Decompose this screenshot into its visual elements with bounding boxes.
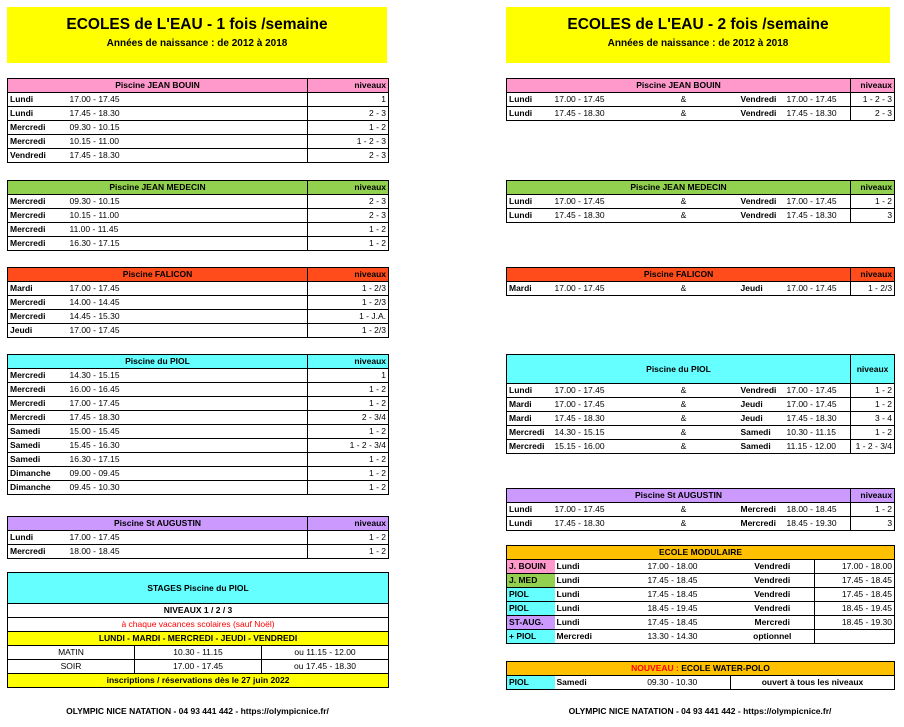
time2: 17.45 - 18.45 [815,588,895,602]
ampersand: & [629,282,739,296]
level: 1 - 2 - 3 [851,93,895,107]
day2: Mercredi [739,503,785,517]
ampersand: & [629,107,739,121]
day2: Samedi [739,426,785,440]
right-jean-medecin-table [506,180,895,223]
right-falicon-table [506,267,895,296]
ampersand: & [629,503,739,517]
day: Mercredi [8,237,68,251]
level: 1 - 2 [851,384,895,398]
time: 11.00 - 11.45 [68,223,308,237]
modulaire-title: ECOLE MODULAIRE [507,546,895,560]
time: 14.45 - 15.30 [68,310,308,324]
day2: Vendredi [739,107,785,121]
level: 2 - 3 [308,149,389,163]
day1: Lundi [555,602,615,616]
day: Mercredi [8,411,68,425]
time1: 17.45 - 18.30 [553,107,629,121]
time: 16.30 - 17.15 [68,237,308,251]
ampersand: & [629,440,739,454]
level: 1 - 2/3 [851,282,895,296]
level: 3 [851,517,895,531]
niveaux-header: niveaux [308,355,389,369]
day: Dimanche [8,467,68,481]
niveaux-header: niveaux [851,268,895,282]
time1: 17.00 - 17.45 [553,93,629,107]
left-falicon-table [7,267,389,338]
day1: Lundi [507,195,553,209]
day2: Samedi [739,440,785,454]
pool: PIOL [507,588,555,602]
time1: 17.00 - 17.45 [553,398,629,412]
ampersand: & [629,517,739,531]
time2: 17.45 - 18.30 [785,209,851,223]
right-piol-table [506,354,895,454]
right-header [506,7,890,63]
level: 1 - 2 [308,453,389,467]
level: 1 - 2 - 3/4 [308,439,389,453]
level: 1 - J.A. [308,310,389,324]
level: 1 - 2 - 3/4 [851,440,895,454]
level: 1 - 2 [851,426,895,440]
time: 15.00 - 15.45 [68,425,308,439]
stages-matin-time2: ou 11.15 - 12.00 [262,646,389,660]
day2: Vendredi [731,588,815,602]
day2: Vendredi [739,195,785,209]
time: 17.00 - 17.45 [68,397,308,411]
ampersand: & [629,412,739,426]
level: 1 - 2 - 3 [308,135,389,149]
time: 09.00 - 09.45 [68,467,308,481]
day: Samedi [555,676,615,690]
time1: 13.30 - 14.30 [615,630,731,644]
left-header [7,7,387,63]
time2 [815,630,895,644]
level: 2 - 3 [308,107,389,121]
time: 10.15 - 11.00 [68,135,308,149]
right-st-augustin-table [506,488,895,531]
pool-title: Piscine JEAN BOUIN [507,79,851,93]
day: Samedi [8,439,68,453]
pool: + PIOL [507,630,555,644]
level: 1 - 2 [308,237,389,251]
day1: Lundi [555,616,615,630]
level: 1 - 2 [308,467,389,481]
day1: Mardi [507,398,553,412]
day: Mercredi [8,545,68,559]
day: Mercredi [8,209,68,223]
time1: 17.00 - 17.45 [553,384,629,398]
time: 15.45 - 16.30 [68,439,308,453]
day2: Vendredi [731,574,815,588]
stages-vacances: à chaque vacances scolaires (sauf Noël) [8,618,389,632]
day: Lundi [8,531,68,545]
day: Samedi [8,453,68,467]
pool-title: Piscine FALICON [507,268,851,282]
stages-days: LUNDI - MARDI - MERCREDI - JEUDI - VENDREDI [8,632,389,646]
day: Dimanche [8,481,68,495]
day: Mercredi [8,369,68,383]
modulaire-table [506,545,895,644]
time: 18.00 - 18.45 [68,545,308,559]
left-footer: OLYMPIC NICE NATATION - 04 93 441 442 - https://olympicnice.fr/ [66,706,329,716]
pool-title: Piscine JEAN BOUIN [8,79,308,93]
day1: Lundi [507,209,553,223]
time1: 17.00 - 17.45 [553,195,629,209]
pool-title: Piscine JEAN MEDECIN [8,181,308,195]
pool-title: Piscine St AUGUSTIN [507,489,851,503]
left-subtitle: Années de naissance : de 2012 à 2018 [106,38,288,49]
stages-matin-time1: 10.30 - 11.15 [135,646,262,660]
level: 1 - 2 [308,531,389,545]
stages-niveaux: NIVEAUX 1 / 2 / 3 [8,604,389,618]
day: Lundi [8,107,68,121]
pool-title: Piscine FALICON [8,268,308,282]
level: 1 - 2 [851,398,895,412]
level: 1 - 2 [851,195,895,209]
level: 2 - 3/4 [308,411,389,425]
time: 09.30 - 10.15 [68,195,308,209]
day: Mercredi [8,397,68,411]
time2: 17.00 - 17.45 [785,398,851,412]
niveaux-header: niveaux [851,181,895,195]
time1: 17.45 - 18.30 [553,209,629,223]
level: 3 [851,209,895,223]
right-jean-bouin-table [506,78,895,121]
day: Mercredi [8,223,68,237]
time: 10.15 - 11.00 [68,209,308,223]
time: 17.45 - 18.30 [68,149,308,163]
day: Mardi [8,282,68,296]
level: 2 - 3 [308,195,389,209]
day: Vendredi [8,149,68,163]
level: 1 - 2 [851,503,895,517]
day: Lundi [8,93,68,107]
day1: Lundi [555,574,615,588]
day: Mercredi [8,383,68,397]
time2: 17.00 - 17.45 [785,282,851,296]
day2: Mercredi [731,616,815,630]
day: Samedi [8,425,68,439]
level: 1 - 2/3 [308,282,389,296]
stages-soir-label: SOIR [8,660,135,674]
time1: 17.45 - 18.45 [615,574,731,588]
day2: Jeudi [739,398,785,412]
stages-title: STAGES Piscine du PIOL [8,573,389,604]
ampersand: & [629,195,739,209]
niveaux-header: niveaux [308,79,389,93]
right-footer: OLYMPIC NICE NATATION - 04 93 441 442 - https://olympicnice.fr/ [568,706,832,716]
level: 1 - 2 [308,383,389,397]
time2: 17.00 - 17.45 [785,384,851,398]
time2: 17.00 - 17.45 [785,195,851,209]
day1: Lundi [555,560,615,574]
pool-title: Piscine du PIOL [507,355,851,384]
level: 1 - 2 [308,481,389,495]
time1: 17.45 - 18.30 [553,517,629,531]
ampersand: & [629,426,739,440]
stages-inscriptions: inscriptions / réservations dès le 27 juin 2022 [8,674,389,688]
level: 1 - 2 [308,545,389,559]
stages-matin-label: MATIN [8,646,135,660]
time: 09.30 - 10.30 [615,676,731,690]
time: 17.00 - 17.45 [68,531,308,545]
left-piol-table [7,354,389,495]
time2: 17.45 - 18.30 [785,107,851,121]
ampersand: & [629,384,739,398]
day1: Mercredi [507,426,553,440]
time: 16.00 - 16.45 [68,383,308,397]
level: 1 [308,93,389,107]
pool: J. BOUIN [507,560,555,574]
right-subtitle: Années de naissance : de 2012 à 2018 [607,38,789,49]
pool: J. MED [507,574,555,588]
level: 1 - 2 [308,223,389,237]
time2: 10.30 - 11.15 [785,426,851,440]
day2: Vendredi [739,209,785,223]
level: 1 - 2/3 [308,296,389,310]
time2: 17.45 - 18.45 [815,574,895,588]
day1: Mercredi [555,630,615,644]
niveaux-header: niveaux [308,268,389,282]
stages-soir-time2: ou 17.45 - 18.30 [262,660,389,674]
ampersand: & [629,93,739,107]
level: 2 - 3 [308,209,389,223]
day1: Lundi [507,384,553,398]
day2: Vendredi [731,560,815,574]
time2: 17.00 - 18.00 [815,560,895,574]
time1: 17.00 - 17.45 [553,282,629,296]
level: 1 - 2 [308,425,389,439]
stages-soir-time1: 17.00 - 17.45 [135,660,262,674]
water-polo-new-label: NOUVEAU : [631,663,682,673]
time1: 17.00 - 17.45 [553,503,629,517]
pool-title: Piscine St AUGUSTIN [8,517,308,531]
stages-table [7,572,389,688]
level: 1 - 2/3 [308,324,389,338]
day2: Vendredi [739,93,785,107]
time1: 17.45 - 18.45 [615,616,731,630]
day: Mercredi [8,121,68,135]
time: 17.45 - 18.30 [68,107,308,121]
level: 1 - 2 [308,121,389,135]
time: 09.30 - 10.15 [68,121,308,135]
time: 17.45 - 18.30 [68,411,308,425]
day2: optionnel [731,630,815,644]
time1: 14.30 - 15.15 [553,426,629,440]
time1: 17.00 - 18.00 [615,560,731,574]
water-polo-title [507,662,895,676]
left-st-augustin-table [7,516,389,559]
pool: PIOL [507,676,555,690]
day: Jeudi [8,324,68,338]
ampersand: & [629,398,739,412]
pool-title: Piscine JEAN MEDECIN [507,181,851,195]
time: 16.30 - 17.15 [68,453,308,467]
day1: Lundi [507,503,553,517]
pool: PIOL [507,602,555,616]
day: Mercredi [8,195,68,209]
time1: 17.45 - 18.45 [615,588,731,602]
right-title: ECOLES de L'EAU - 2 fois /semaine [567,16,829,33]
niveaux-header: niveaux [851,489,895,503]
time: 14.00 - 14.45 [68,296,308,310]
pool-title: Piscine du PIOL [8,355,308,369]
day: Mercredi [8,135,68,149]
time1: 17.45 - 18.30 [553,412,629,426]
day2: Vendredi [739,384,785,398]
time2: 18.45 - 19.30 [815,616,895,630]
time2: 18.45 - 19.45 [815,602,895,616]
day2: Jeudi [739,282,785,296]
niveaux-header: niveaux [308,517,389,531]
time2: 17.45 - 18.30 [785,412,851,426]
day: Mercredi [8,296,68,310]
time2: 11.15 - 12.00 [785,440,851,454]
left-jean-bouin-table [7,78,389,163]
time: 17.00 - 17.45 [68,324,308,338]
time2: 17.00 - 17.45 [785,93,851,107]
level: 1 - 2 [308,397,389,411]
time: 14.30 - 15.15 [68,369,308,383]
day1: Lundi [507,517,553,531]
water-polo-table [506,661,895,690]
note: ouvert à tous les niveaux [731,676,895,690]
ampersand: & [629,209,739,223]
time: 17.00 - 17.45 [68,282,308,296]
time1: 18.45 - 19.45 [615,602,731,616]
day1: Mercredi [507,440,553,454]
day1: Lundi [507,93,553,107]
level: 3 - 4 [851,412,895,426]
day: Mercredi [8,310,68,324]
day2: Jeudi [739,412,785,426]
level: 2 - 3 [851,107,895,121]
left-jean-medecin-table [7,180,389,251]
level: 1 [308,369,389,383]
day1: Mardi [507,412,553,426]
day2: Vendredi [731,602,815,616]
time: 17.00 - 17.45 [68,93,308,107]
niveaux-header: niveaux [851,79,895,93]
day2: Mercredi [739,517,785,531]
time1: 15.15 - 16.00 [553,440,629,454]
niveaux-header: niveaux [851,355,895,384]
day1: Mardi [507,282,553,296]
water-polo-title-text: ECOLE WATER-POLO [681,663,770,673]
left-title: ECOLES de L'EAU - 1 fois /semaine [66,16,328,33]
time2: 18.00 - 18.45 [785,503,851,517]
day1: Lundi [555,588,615,602]
niveaux-header: niveaux [308,181,389,195]
pool: ST-AUG. [507,616,555,630]
day1: Lundi [507,107,553,121]
time2: 18.45 - 19.30 [785,517,851,531]
time: 09.45 - 10.30 [68,481,308,495]
